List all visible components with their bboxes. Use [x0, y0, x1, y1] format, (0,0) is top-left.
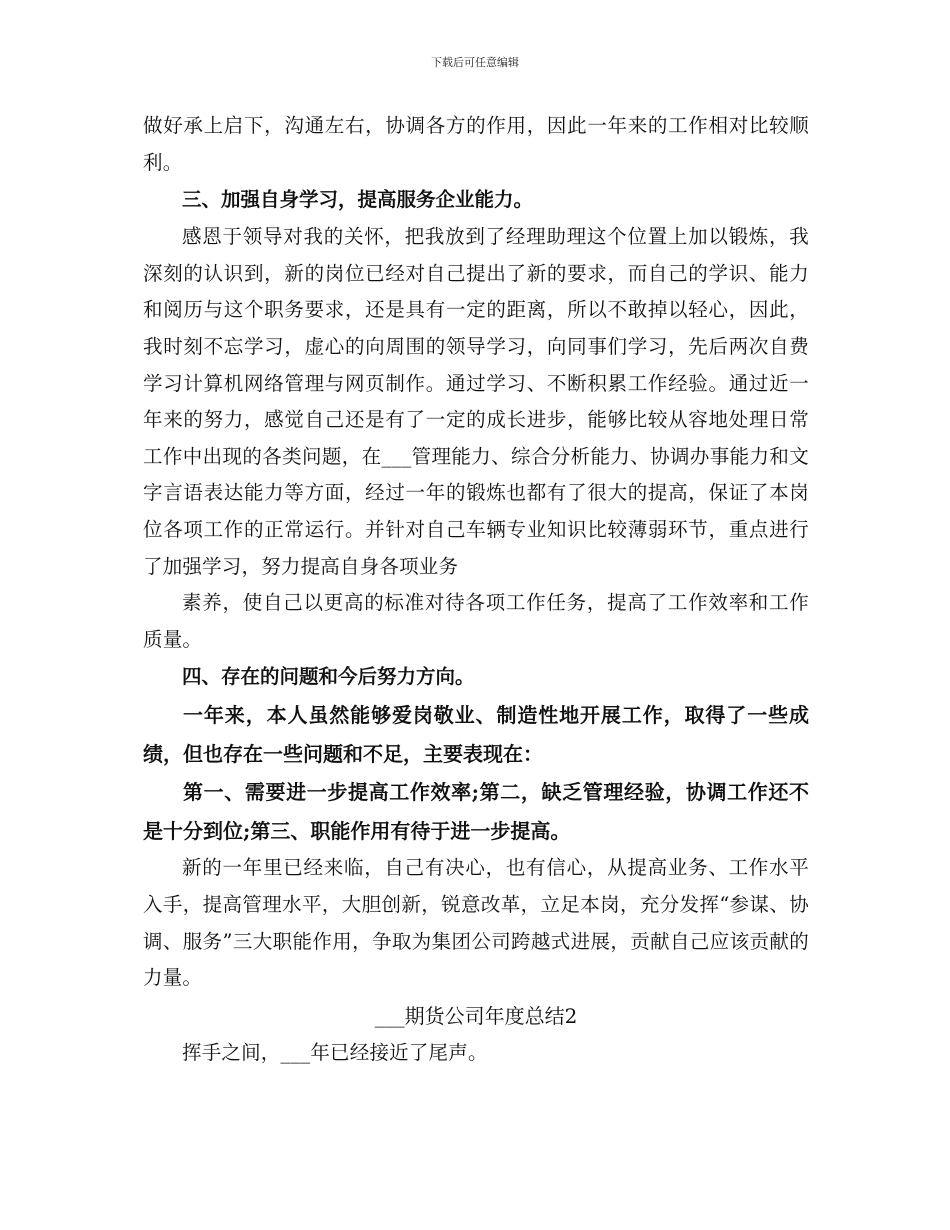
- paragraph-continuation: 做好承上启下，沟通左右，协调各方的作用，因此一年来的工作相对比较顺利。: [143, 114, 809, 174]
- document-body: [143, 108, 809, 1071]
- section-heading-4: 四、存在的问题和今后努力方向。: [182, 665, 475, 689]
- document-title: ___期货公司年度总结2: [374, 1003, 578, 1028]
- page-header: 下载后可任意编辑: [431, 56, 519, 69]
- paragraph-learning: 感恩于领导对我的关怀，把我放到了经理助理这个位置上加以锻炼，我深刻的认识到，新的岗位已经对自己提出了新的要求，而自己的学识、能力和阅历与这个职务要求，还是具有一定的距离，所以不敢掉以轻心，因此，我时刻不忘学习，虚心的向周围的领导学习，向同事们学习，先后两次自费学习计算机网络管理与网页制作。通过学习、不断积累工作经验。通过近一年来的努力，感觉自己还是有了一定的成长进步，能够比较从容地处理日常工作中出现的各类问题，在___管理能力、综合分析能力、协调办事能力和文字言语表达能力等方面，经过一年的锻炼也都有了很大的提高，保证了本岗位各项工作的正常运行。并针对自己车辆专业知识比较薄弱环节，重点进行了加强学习，努力提高自身各项业务: [143, 225, 809, 578]
- paragraph-new-year: 新的一年里已经来临，自己有决心，也有信心，从提高业务、工作水平入手，提高管理水平，大胆创新，锐意改革，立足本岗，充分发挥“参谋、协调、服务”三大职能作用，争取为集团公司跨越式进展，贡献自己应该贡献的力量。: [143, 856, 809, 990]
- paragraph-quality: 素养，使自己以更高的标准对待各项工作任务，提高了工作效率和工作质量。: [143, 591, 809, 651]
- paragraph-problems-bold: 第一、需要进一步提高工作效率;第二，缺乏管理经验，协调工作还不是十分到位;第三、职能作用有待于进一步提高。: [143, 780, 809, 843]
- paragraph-opening: 挥手之间，___年已经接近了尾声。: [182, 1040, 488, 1064]
- paragraph-summary-bold: 一年来，本人虽然能够爱岗敬业、制造性地开展工作，取得了一些成绩，但也存在一些问题和不足，主要表现在：: [143, 703, 809, 766]
- section-heading-3: 三、加强自身学习，提高服务企业能力。: [182, 188, 534, 212]
